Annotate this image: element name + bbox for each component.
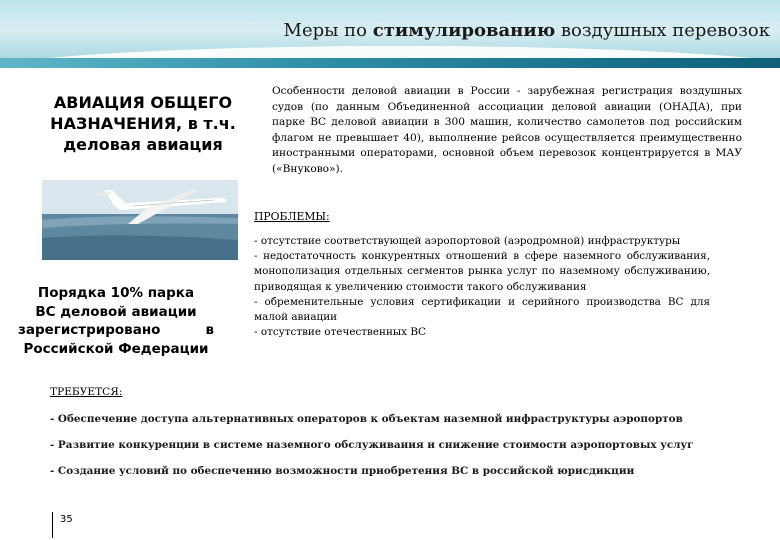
left-heading: АВИАЦИЯ ОБЩЕГО НАЗНАЧЕНИЯ, в т.ч. деловая авиация: [50, 93, 236, 154]
note-line: Российской Федерации: [23, 340, 209, 357]
header-band: [0, 58, 780, 68]
intro-paragraph: Особенности деловой авиации в России - зарубежная регистрация воздушных судов (по данным Объединенной ассоциации деловой авиации (ОНАДА), при парке ВС деловой авиации в 300 машин, количество самолетов под российским флагом не превышает 40), выполнение рейсов осуществляется преимущественно иностранными операторами, основной объем перевозок концентрируется в МАУ («Внуково»).: [272, 85, 742, 175]
requirements-label: ТРЕБУЕТСЯ:: [50, 386, 123, 398]
note-line: ВС деловой авиации: [35, 303, 197, 320]
problems-list: [254, 234, 710, 340]
problem-item: - обременительные условия сертификации и серийного производства ВС для малой авиации: [254, 295, 710, 324]
note-line: зарегистрировано в: [18, 322, 214, 338]
requirement-item: - Обеспечение доступа альтернативных операторов к объектам наземной инфраструктуры аэропортов: [50, 413, 683, 425]
problem-item: - недостаточность конкурентных отношений в сфере наземного обслуживания, монополизация отдельных сегментов рынка услуг по наземному обслуживанию, приводящая к увеличению стоимости такого обслуживания: [254, 250, 710, 293]
fleet-share-note: [18, 284, 214, 358]
slide-title: Меры по стимулированию воздушных перевозок: [283, 20, 770, 41]
problem-item: - отсутствие соответствующей аэропортовой (аэродромной) инфраструктуры: [254, 235, 681, 247]
problems-label: ПРОБЛЕМЫ:: [254, 210, 330, 223]
requirement-item: - Создание условий по обеспечению возможности приобретения ВС в российской юрисдикции: [50, 465, 635, 477]
slide-header: [0, 0, 780, 68]
page-number: 35: [52, 512, 73, 538]
problem-item: - отсутствие отечественных ВС: [254, 326, 426, 339]
requirement-item: - Развитие конкуренции в системе наземного обслуживания и снижение стоимости аэропортовых услуг: [50, 439, 694, 451]
note-line: Порядка 10% парка: [37, 285, 195, 301]
business-jet-icon: [42, 180, 238, 260]
business-jet-photo: [42, 180, 238, 260]
